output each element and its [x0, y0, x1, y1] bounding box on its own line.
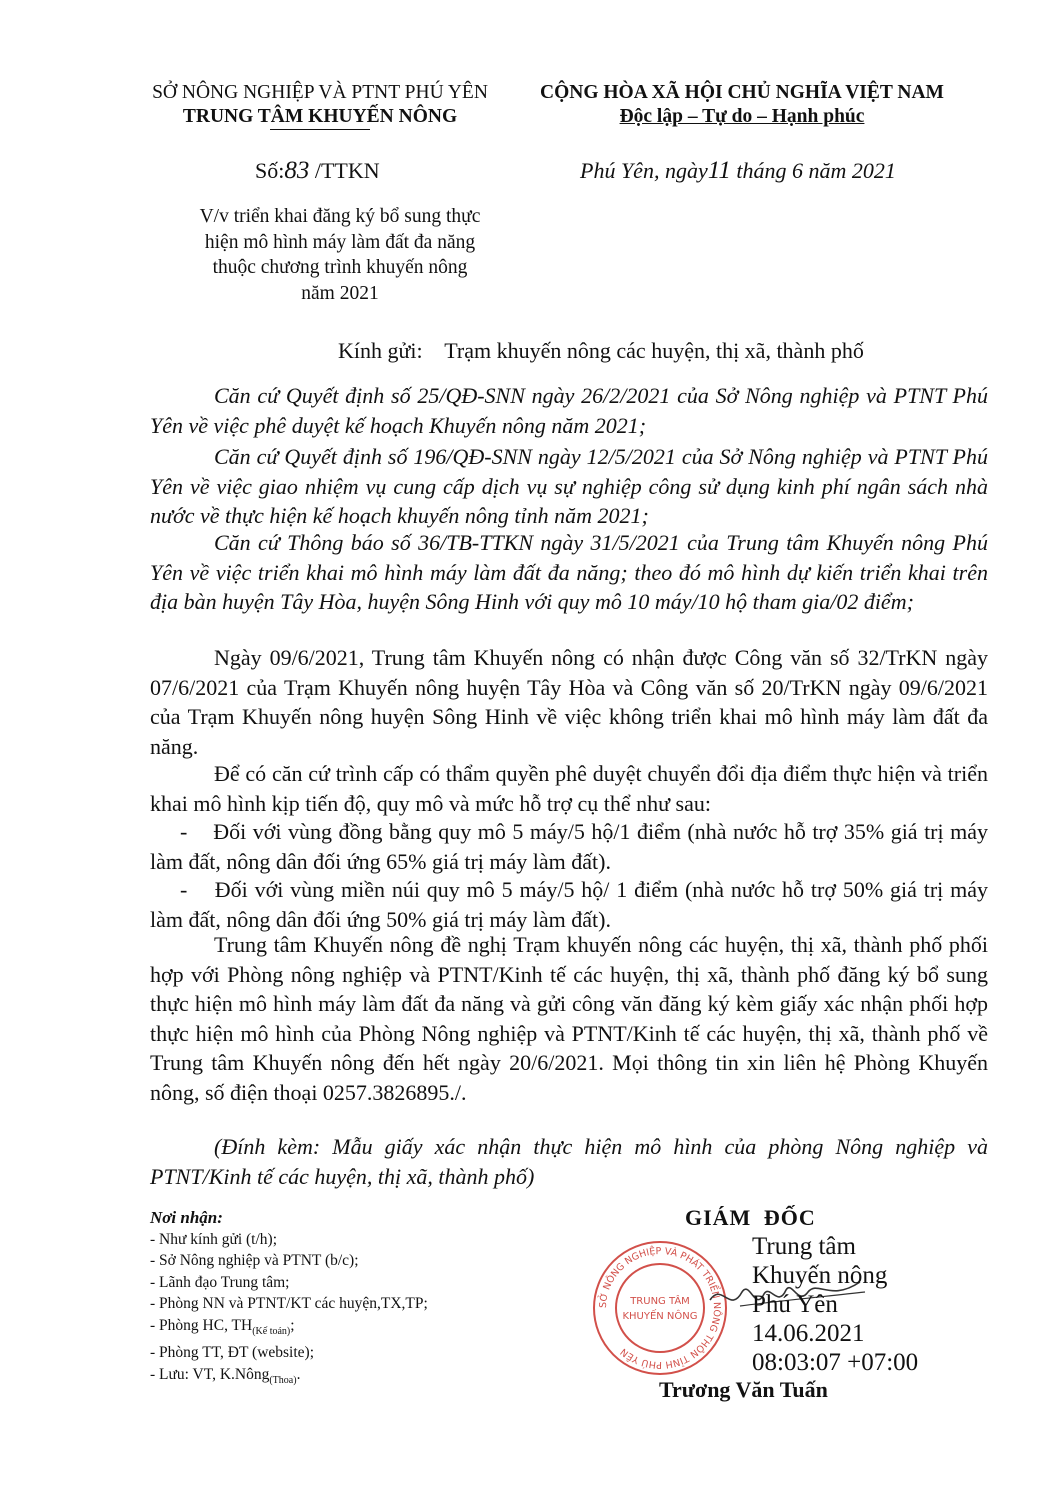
issuer-block	[130, 81, 510, 130]
seal-center-line-1: TRUNG TÂM	[630, 1296, 690, 1307]
national-motto	[522, 105, 962, 129]
doc-number-prefix: Số:	[255, 158, 285, 183]
document-number	[255, 157, 380, 185]
recipient-item	[150, 1364, 570, 1392]
recipients-block	[150, 1207, 570, 1391]
subject-block	[150, 204, 530, 306]
digital-sign-line: 14.06.2021	[752, 1320, 865, 1347]
bullet-item-1	[150, 817, 988, 876]
seal-ring-textpath: SỞ NÔNG NGHIỆP VÀ PHÁT TRIỂN NÔNG THÔN TỈNH PHÚ YÊN	[597, 1245, 723, 1371]
addressee	[338, 338, 864, 364]
recipient-item	[150, 1315, 570, 1343]
seal-center-line-2: KHUYẾN NÔNG	[622, 1311, 698, 1322]
recipient-item: - Như kính gửi (t/h);	[150, 1230, 278, 1248]
date-day: 11	[707, 157, 731, 184]
national-motto-text: Độc lập – Tự do – Hạnh phúc	[619, 106, 865, 127]
issuer-parent-org: SỞ NÔNG NGHIỆP VÀ PTNT PHÚ YÊN	[152, 82, 488, 103]
seal-inner-ring	[616, 1264, 704, 1352]
subject-line-1: V/v triển khai đăng ký bổ sung thực	[199, 206, 481, 227]
place-date-suffix: tháng 6 năm 2021	[730, 158, 896, 183]
recipient-item-end: ;	[290, 1316, 295, 1334]
recipient-item: - Phòng TT, ĐT (website);	[150, 1344, 315, 1362]
body-paragraph-2: Để có căn cứ trình cấp có thẩm quyền phê duyệt chuyển đổi địa điểm thực hiện và triển khai mô hình kịp tiến độ, quy mô và mức hỗ trợ cụ thể như sau:	[150, 761, 988, 816]
body-paragraph-3: Trung tâm Khuyến nông đề nghị Trạm khuyến nông các huyện, thị xã, thành phố phối hợp với Phòng nông nghiệp và PTNT/Kinh tế các huyện, thị xã, thành phố đăng ký bổ sung thực hiện mô hình máy làm đất đa năng và gửi công văn đăng ký kèm giấy xác nhận phối hợp thực hiện mô hình của Phòng Nông nghiệp và PTNT/Kinh tế các huyện, thị xã, thành phố về Trung tâm Khuyến nông đến hết ngày 20/6/2021. Mọi thông tin xin liên hệ Phòng Khuyến nông, số điện thoại 0257.3826895./.	[150, 932, 988, 1105]
bullet-item-2	[150, 875, 988, 934]
bullet-text: Đối với vùng miền núi quy mô 5 máy/5 hộ/ 1 điểm (nhà nước hỗ trợ 50% giá trị máy làm đất, nông dân đối ứng 50% giá trị máy làm đất).	[150, 877, 988, 932]
digital-sign-line: 08:03:07 +07:00	[752, 1349, 919, 1376]
signer-title: GIÁM ĐỐC	[685, 1205, 816, 1230]
recipient-item-sub: (Kế toán)	[252, 1325, 291, 1337]
attachment-note: (Đính kèm: Mẫu giấy xác nhận thực hiện mô hình của phòng Nông nghiệp và PTNT/Kinh tế các huyện, thị xã, thành phố)	[150, 1134, 988, 1189]
signer-name: Trương Văn Tuấn	[659, 1377, 828, 1402]
subject-line-4: năm 2021	[301, 282, 379, 304]
place-date	[580, 157, 896, 185]
issuer-underline	[270, 129, 370, 130]
recipient-item: - Phòng NN và PTNT/KT các huyện,TX,TP;	[150, 1295, 428, 1312]
subject-line-2: hiện mô hình máy làm đất đa năng	[204, 231, 476, 253]
recipient-item-sub: (Thoa)	[269, 1374, 297, 1386]
bullet-dash: -	[180, 819, 214, 844]
recipient-item: - Sở Nông nghiệp và PTNT (b/c);	[150, 1252, 359, 1269]
digital-sign-line: Trung tâm	[752, 1233, 856, 1260]
digital-sign-line: Phú Yên	[752, 1291, 838, 1318]
issuer-org-name-text: TRUNG TÂM KHUYẾN NÔNG	[182, 106, 458, 127]
digital-signature-info	[752, 1232, 918, 1377]
national-header	[522, 81, 962, 129]
recipient-item-text: - Lưu: VT, K.Nông	[150, 1365, 270, 1383]
doc-number-suffix: /TTKN	[309, 158, 380, 183]
digital-sign-line: Khuyến nông	[752, 1262, 888, 1289]
subject-line-3: thuộc chương trình khuyến nông	[212, 257, 468, 278]
bullet-text: Đối với vùng đồng bằng quy mô 5 máy/5 hộ/1 điểm (nhà nước hỗ trợ 35% giá trị máy làm đất, nông dân đối ứng 65% giá trị máy làm đất).	[150, 819, 988, 874]
bullet-dash: -	[180, 877, 215, 902]
basis-paragraph-3: Căn cứ Thông báo số 36/TB-TTKN ngày 31/5/2021 của Trung tâm Khuyến nông Phú Yên về việc triển khai mô hình máy làm đất đa năng; theo đó mô hình dự kiến triển khai trên địa bàn huyện Tây Hòa, huyện Sông Hinh với quy mô 10 máy/10 hộ tham gia/02 điểm;	[150, 530, 988, 614]
place-date-prefix: Phú Yên, ngày	[580, 158, 708, 183]
recipient-item: - Lãnh đạo Trung tâm;	[150, 1273, 290, 1291]
body-paragraph-1: Ngày 09/6/2021, Trung tâm Khuyến nông có nhận được Công văn số 32/TrKN ngày 07/6/2021 của Trạm Khuyến nông huyện Tây Hòa và Công văn số 20/TrKN ngày 09/6/2021 của Trạm Khuyến nông huyện Sông Hinh về việc không triển khai mô hình máy làm đất đa năng.	[150, 645, 988, 759]
addressee-label: Kính gửi:	[338, 338, 423, 363]
issuer-org-name	[130, 105, 510, 129]
doc-number-value: 83	[284, 157, 310, 184]
recipient-item-text: - Phòng HC, TH	[150, 1316, 253, 1334]
basis-paragraph-2: Căn cứ Quyết định số 196/QĐ-SNN ngày 12/5/2021 của Sở Nông nghiệp và PTNT Phú Yên về việc giao nhiệm vụ cung cấp dịch vụ sự nghiệp công sử dụng kinh phí ngân sách nhà nước về thực hiện kế hoạch khuyến nông tỉnh năm 2021;	[150, 444, 988, 528]
basis-paragraph-1: Căn cứ Quyết định số 25/QĐ-SNN ngày 26/2/2021 của Sở Nông nghiệp và PTNT Phú Yên về việc phê duyệt kế hoạch Khuyến nông năm 2021;	[150, 383, 988, 438]
addressee-value: Trạm khuyến nông các huyện, thị xã, thành phố	[444, 338, 864, 363]
country-name: CỘNG HÒA XÃ HỘI CHỦ NGHĨA VIỆT NAM	[540, 82, 944, 103]
recipients-title: Nơi nhận:	[150, 1208, 223, 1227]
recipient-item-end: .	[296, 1365, 301, 1383]
